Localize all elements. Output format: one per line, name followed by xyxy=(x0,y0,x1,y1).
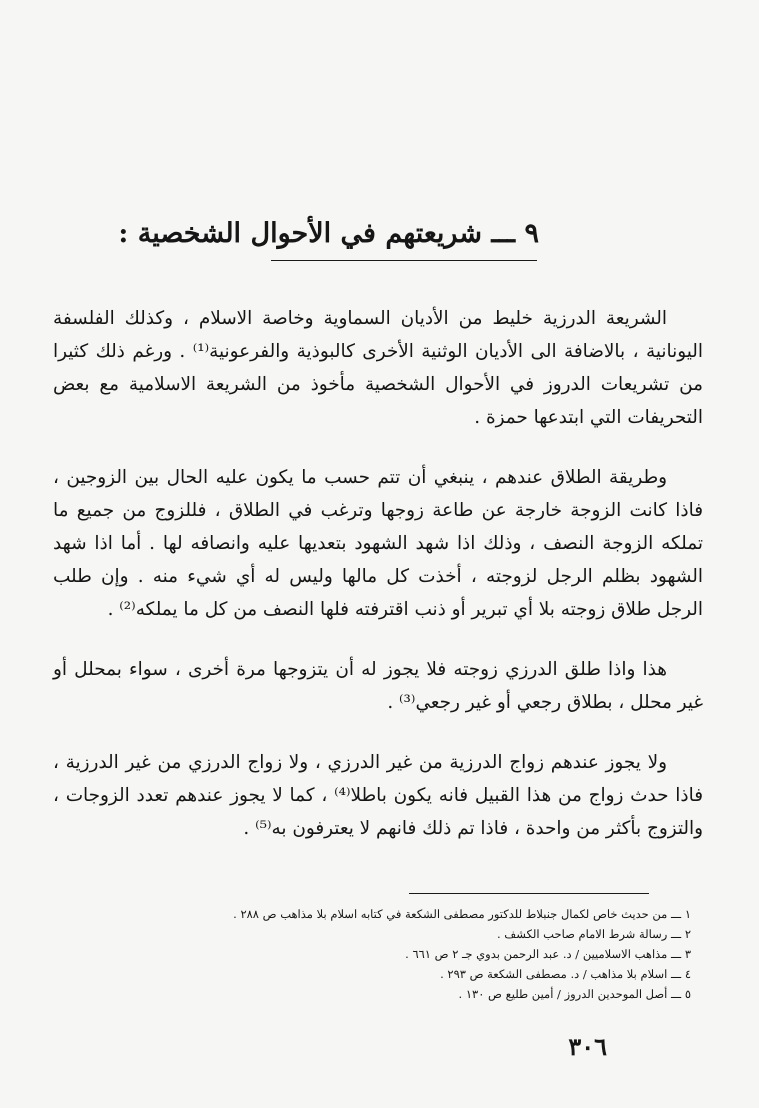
footnote-text: مذاهب الاسلاميين / د. عبد الرحمن بدوي جـ ٢ ص ٦٦١ . xyxy=(405,947,668,961)
footnote xyxy=(131,924,691,944)
footnote-text: أصل الموحدين الدروز / أمين طليع ص ١٣٠ . xyxy=(458,987,668,1001)
paragraph: هذا واذا طلق الدرزي زوجته فلا يجوز له أن يتزوجها مرة أخرى ، سواء بمحلل أو غير محلل ، بطلاق رجعي أو غير رجعي⁽³⁾ . xyxy=(53,659,703,713)
footnote-number: ٣ ـــ xyxy=(671,947,691,961)
footnote xyxy=(131,904,691,924)
footnotes xyxy=(131,904,691,1004)
paragraph: ولا يجوز عندهم زواج الدرزية من غير الدرزي ، ولا زواج الدرزي من غير الدرزية ، فاذا حدث زواج من هذا القبيل فانه يكون باطلا⁽⁴⁾ ، كما لا يجوز عندهم تعدد الزوجات ، والتزوج بأكثر من واحدة ، فاذا تم ذلك فانهم لا يعترفون به⁽⁵⁾ . xyxy=(53,752,703,839)
footnote xyxy=(131,944,691,964)
heading-underline xyxy=(271,260,537,261)
footnote-text: رسالة شرط الامام صاحب الكشف . xyxy=(497,927,668,941)
body-text xyxy=(53,302,703,872)
paragraph: الشريعة الدرزية خليط من الأديان السماوية وخاصة الاسلام ، وكذلك الفلسفة اليونانية ، بالاضافة الى الأديان الوثنية الأخرى كالبوذية والفرعونية⁽¹⁾ . ورغم ذلك كثيرا من تشريعات الدروز في الأحوال الشخصية مأخوذ من الشريعة الاسلامية مع بعض التحريفات التي ابتدعها حمزة . xyxy=(53,308,703,428)
section-heading: ٩ ـــ شريعتهم في الأحوال الشخصية : xyxy=(118,218,539,249)
footnote-number: ٥ ـــ xyxy=(671,987,691,1001)
page-number: ٣٠٦ xyxy=(568,1032,607,1061)
footnote-number: ٢ ـــ xyxy=(671,927,691,941)
paragraph: وطريقة الطلاق عندهم ، ينبغي أن تتم حسب ما يكون عليه الحال بين الزوجين ، فاذا كانت الزوجة خارجة عن طاعة زوجها وترغب في الطلاق ، فللزوج من جميع ما تملكه الزوجة النصف ، وذلك اذا شهد الشهود بتعديها عليه وانصافه لها . أما اذا شهد الشهود بظلم الرجل لزوجته ، أخذت كل مالها وليس له أي شيء منه . وإن طلب الرجل طلاق زوجته بلا أي تبرير أو ذنب اقترفته فلها النصف من كل ما يملكه⁽²⁾ . xyxy=(53,467,703,620)
footnote-separator xyxy=(409,893,649,894)
footnote xyxy=(131,984,691,1004)
footnote-number: ١ ـــ xyxy=(671,907,691,921)
footnote-text: من حديث خاص لكمال جنبلاط للدكتور مصطفى الشكعة في كتابه اسلام بلا مذاهب ص ٢٨٨ . xyxy=(233,907,668,921)
footnote xyxy=(131,964,691,984)
footnote-number: ٤ ـــ xyxy=(671,967,691,981)
footnote-text: اسلام بلا مذاهب / د. مصطفى الشكعة ص ٢٩٣ . xyxy=(440,967,668,981)
